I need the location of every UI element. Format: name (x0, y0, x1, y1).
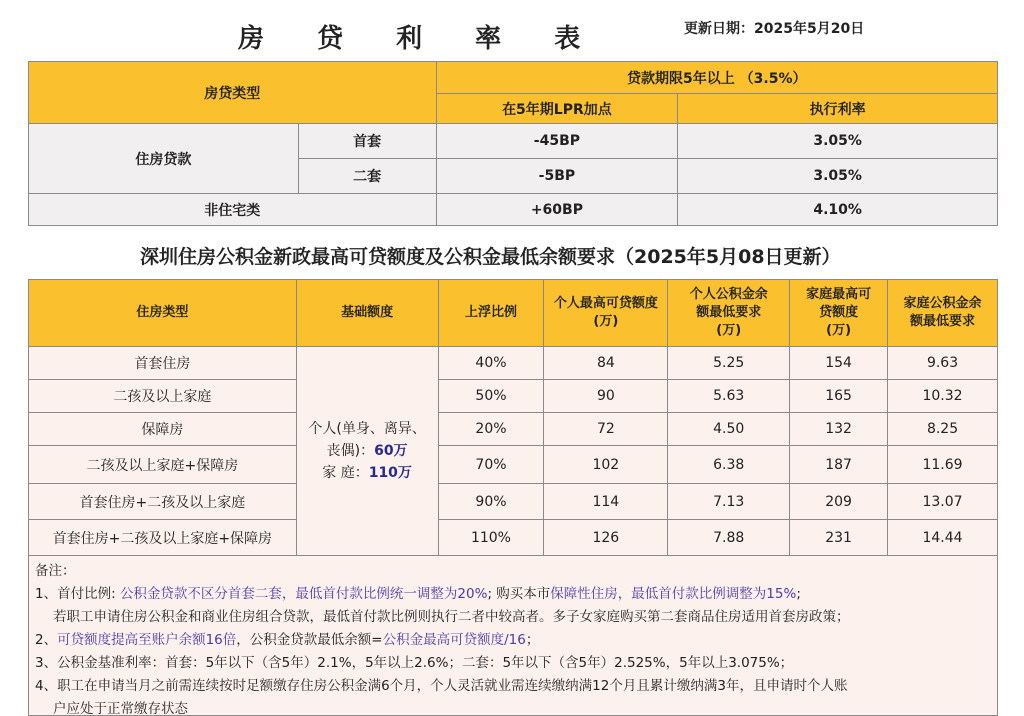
base-amount-header: 基础额度 (296, 280, 438, 347)
personal-min-header-line1: 个人公积金余 (689, 287, 768, 302)
first-home-label: 首套 (298, 124, 436, 159)
notes-section (28, 556, 998, 716)
family-min: 14.44 (888, 520, 998, 556)
personal-max-header (544, 280, 668, 347)
personal-base-value: 60万 (374, 443, 408, 459)
personal-min-header-line3: (万) (716, 323, 742, 338)
housing-type: 首套住房 (29, 347, 297, 380)
loan-type-header: 房贷类型 (29, 62, 437, 124)
family-max-header-line3: (万) (826, 323, 852, 338)
family-min: 9.63 (888, 347, 998, 380)
family-min-header (888, 280, 998, 347)
housing-type: 首套住房+二孩及以上家庭 (29, 484, 297, 520)
loan-term-header: 贷款期限5年以上 （3.5%） (436, 62, 997, 94)
non-residential-label: 非住宅类 (29, 194, 437, 226)
non-residential-lpr: +60BP (436, 194, 678, 226)
provident-fund-table (28, 279, 998, 556)
float-ratio: 70% (438, 446, 544, 484)
second-home-label: 二套 (298, 159, 436, 194)
housing-type: 二孩及以上家庭+保障房 (29, 446, 297, 484)
personal-min-header-line2: 额最低要求 (696, 305, 762, 320)
mortgage-rate-table (28, 61, 998, 226)
family-min: 11.69 (888, 446, 998, 484)
housing-type-header: 住房类型 (29, 280, 297, 347)
personal-max: 126 (544, 520, 668, 556)
first-home-rate: 3.05% (678, 124, 998, 159)
family-min: 13.07 (888, 484, 998, 520)
base-amount-line2: 丧偶)：60万 (326, 443, 408, 459)
note-4: 4、职工在申请当月之前需连续按时足额缴存住房公积金满6个月，个人灵活就业需连续缴纳满12个月且累计缴纳满3年，且申请时个人账 (35, 678, 848, 694)
family-max-header (790, 280, 888, 347)
personal-min: 5.63 (668, 380, 790, 413)
personal-max: 84 (544, 347, 668, 380)
note-1-continued: 若职工申请住房公积金和商业住房组合贷款，最低首付款比例则执行二者中较高者。多子女家庭购买第二套商品住房适用首套房政策； (53, 609, 850, 625)
notes-heading: 备注： (35, 563, 76, 579)
personal-max: 102 (544, 446, 668, 484)
housing-type: 二孩及以上家庭 (29, 380, 297, 413)
non-residential-rate: 4.10% (678, 194, 998, 226)
family-min-header-line2: 额最低要求 (910, 314, 976, 329)
float-ratio: 20% (438, 413, 544, 446)
float-ratio: 110% (438, 520, 544, 556)
float-ratio: 50% (438, 380, 544, 413)
family-max: 209 (790, 484, 888, 520)
personal-max-header-line1: 个人最高可贷额度 (553, 296, 658, 311)
note-1: 1、首付比例: 公积金贷款不区分首套二套，最低首付款比例统一调整为20%; 购买本市保障性住房，最低首付款比例调整为15%; (35, 586, 801, 602)
family-max-header-line1: 家庭最高可 (806, 287, 872, 302)
personal-min: 7.88 (668, 520, 790, 556)
float-ratio: 90% (438, 484, 544, 520)
personal-max: 90 (544, 380, 668, 413)
family-min: 8.25 (888, 413, 998, 446)
family-max-header-line2: 贷额度 (819, 305, 859, 320)
float-ratio-header: 上浮比例 (438, 280, 544, 347)
family-min-header-line1: 家庭公积金余 (903, 296, 982, 311)
second-home-rate: 3.05% (678, 159, 998, 194)
family-max: 165 (790, 380, 888, 413)
base-amount-cell (296, 347, 438, 556)
housing-loan-label: 住房贷款 (29, 124, 299, 194)
note-3: 3、公积金基准利率：首套：5年以下（含5年）2.1%，5年以上2.6%；二套：5年以下（含5年）2.525%，5年以上3.075%； (35, 655, 794, 671)
personal-min: 6.38 (668, 446, 790, 484)
first-home-lpr: -45BP (436, 124, 678, 159)
family-max: 231 (790, 520, 888, 556)
update-date: 更新日期：2025年5月20日 (684, 21, 865, 37)
housing-type: 首套住房+二孩及以上家庭+保障房 (29, 520, 297, 556)
family-base-value: 110万 (368, 465, 412, 481)
section-title: 深圳住房公积金新政最高可贷额度及公积金最低余额要求（2025年5月08日更新） (140, 246, 841, 268)
note-4-continued: 户应处于正常缴存状态 (53, 701, 188, 716)
personal-max-header-line2: (万) (593, 314, 619, 329)
housing-type: 保障房 (29, 413, 297, 446)
base-amount-line1: 个人(单身、离异、 (308, 421, 426, 437)
personal-min-header (668, 280, 790, 347)
exec-rate-header: 执行利率 (678, 94, 998, 124)
lpr-header: 在5年期LPR加点 (436, 94, 678, 124)
float-ratio: 40% (438, 347, 544, 380)
page-title: 房 贷 利 率 表 (238, 24, 603, 54)
note-2: 2、可贷额度提高至账户余额16倍，公积金贷款最低余额=公积金最高可贷额度/16； (35, 632, 540, 648)
personal-max: 72 (544, 413, 668, 446)
personal-min: 4.50 (668, 413, 790, 446)
family-min: 10.32 (888, 380, 998, 413)
family-max: 132 (790, 413, 888, 446)
personal-min: 7.13 (668, 484, 790, 520)
personal-max: 114 (544, 484, 668, 520)
family-max: 154 (790, 347, 888, 380)
family-max: 187 (790, 446, 888, 484)
base-amount-line3: 家 庭：110万 (322, 465, 412, 481)
personal-min: 5.25 (668, 347, 790, 380)
second-home-lpr: -5BP (436, 159, 678, 194)
